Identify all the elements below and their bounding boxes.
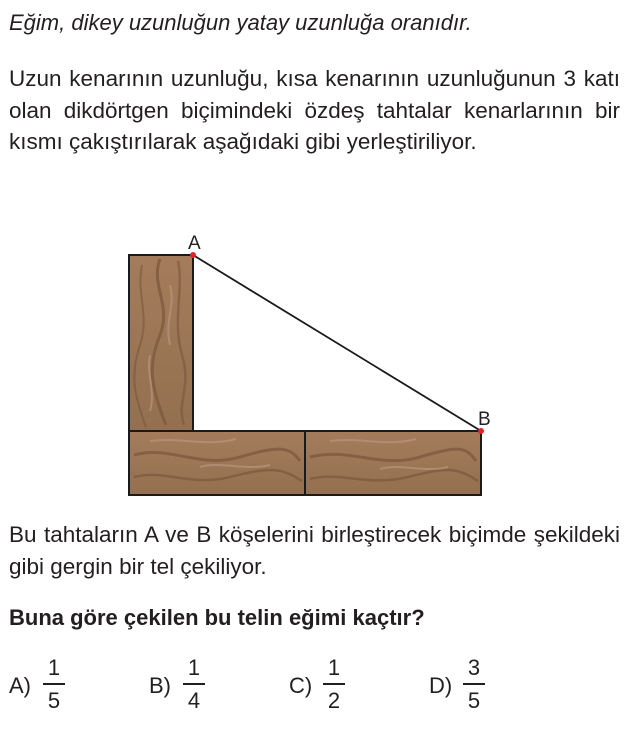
problem-statement: Uzun kenarının uzunluğu, kısa kenarının uzunluğunun 3 katı olan dikdörtgen biçimindeki özdeş tahtalar kenarlarının bir kısmı çakıştırılarak aşağıdaki gibi yerleştiriliyor.	[9, 66, 620, 154]
option-c-numerator: 1	[327, 655, 341, 680]
option-a-denominator: 5	[47, 687, 61, 713]
bottom-right-plank	[305, 431, 481, 495]
wire-line	[193, 255, 481, 431]
option-c-fraction	[321, 655, 347, 714]
point-a-label: A	[188, 233, 201, 254]
option-a-fraction	[41, 655, 67, 714]
option-d-letter: D)	[429, 673, 453, 698]
option-b-denominator: 4	[187, 687, 201, 713]
wire-statement: Bu tahtaların A ve B köşelerini birleştirecek biçimde şekildeki gibi gergin bir tel çekiliyor.	[9, 522, 620, 579]
planks-figure	[0, 225, 628, 505]
option-d-numerator: 3	[467, 655, 481, 680]
option-a-numerator: 1	[47, 655, 61, 680]
option-b-fraction	[181, 655, 207, 714]
bottom-left-plank	[129, 431, 305, 495]
slope-definition: Eğim, dikey uzunluğun yatay uzunluğa oranıdır.	[9, 10, 472, 35]
answer-options	[9, 655, 619, 715]
option-a-letter: A)	[9, 673, 31, 698]
option-b-letter: B)	[149, 673, 171, 698]
option-d-denominator: 5	[467, 687, 481, 713]
question-text: Buna göre çekilen bu telin eğimi kaçtır?	[9, 605, 425, 630]
option-c-denominator: 2	[327, 687, 341, 713]
option-d-fraction	[461, 655, 487, 714]
option-b-numerator: 1	[187, 655, 201, 680]
point-b-label: B	[478, 409, 491, 430]
vertical-plank	[129, 255, 193, 431]
option-c-letter: C)	[289, 673, 313, 698]
